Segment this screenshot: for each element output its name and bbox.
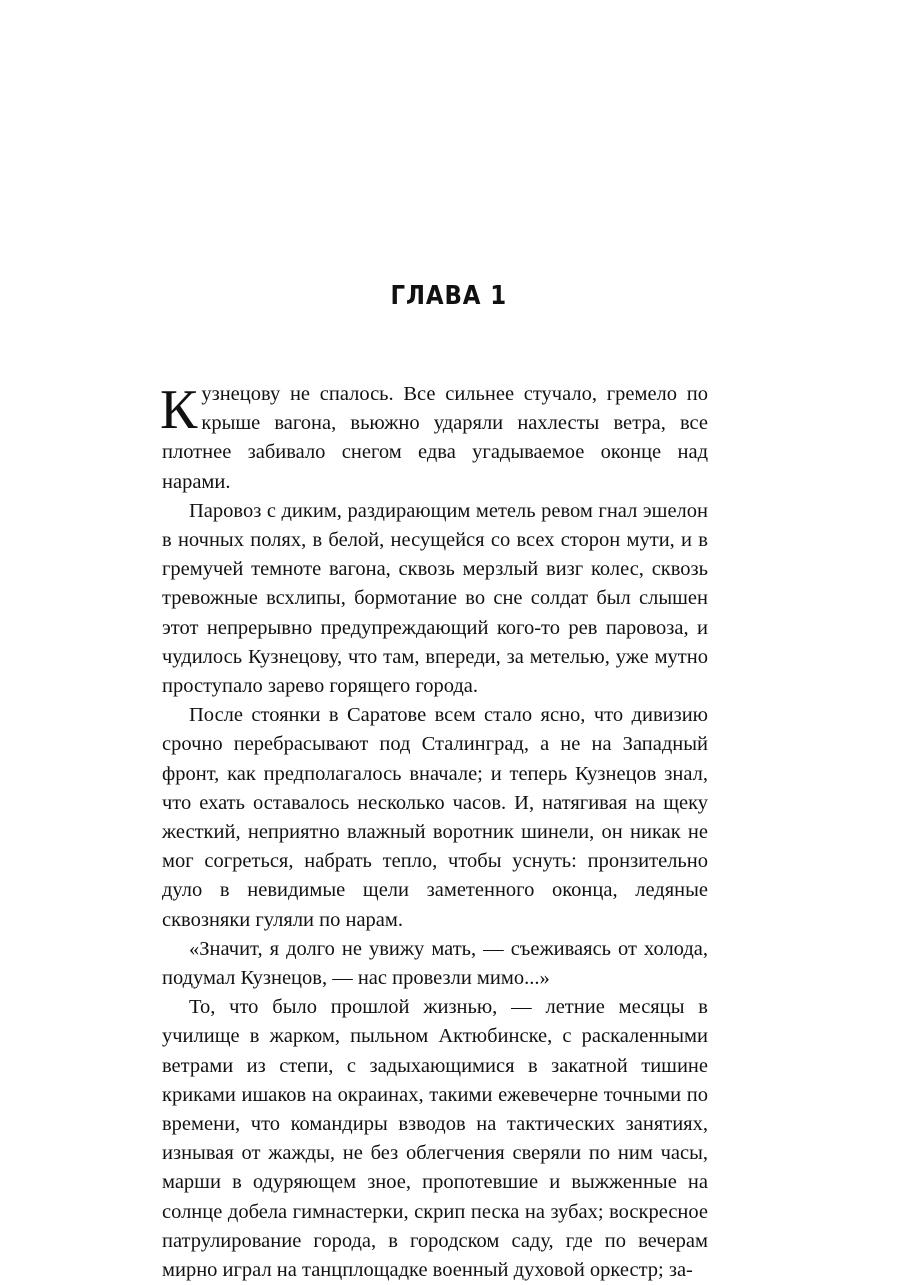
drop-cap: К: [160, 379, 198, 441]
paragraph-5: То, что было прошлой жизнью, — летние месяцы в училище в жарком, пыльном Актюбинске, с раскаленными ветрами из степи, с задыхающимися в закатной тишине криками ишаков на окраинах, такими ежевечерне точными по времени, что командиры взводов на тактических занятиях, изнывая от жажды, не без облегчения сверяли по ним часы, марши в одуряющем зное, пропотевшие и выжженные на солнце добела гимнастерки, скрип песка на зубах; воскресное патрулирование города, в городском саду, где по вечерам мирно играл на танцплощадке военный духовой оркестр; за-: [162, 996, 708, 1282]
chapter-title: ГЛАВА 1: [390, 281, 508, 311]
paragraph-2: Паровоз с диким, раздирающим метель ревом гнал эшелон в ночных полях, в белой, несущейся со всех сторон мути, и в гремучей темноте вагона, сквозь мерзлый визг колес, сквозь тревожные всхлипы, бормотание во сне солдат был слышен этот непрерывно предупреждающий кого-то рев паровоза, и чудилось Кузнецову, что там, впереди, за метелью, уже мутно проступало зарево горящего города.: [162, 499, 708, 698]
paragraph-1: [162, 380, 708, 497]
body-text: [162, 380, 708, 1285]
paragraph-4: «Значит, я долго не увижу мать, — съеживаясь от холода, подумал Кузнецов, — нас провезли мимо...»: [162, 937, 708, 990]
paragraph-1-text: узнецову не спалось. Все сильнее стучало, гремело по крыше вагона, вьюжно ударяли нахлесты ветра, все плотнее забивало снегом едва угадываемое оконце над нарами.: [162, 383, 708, 493]
paragraph-3: После стоянки в Саратове всем стало ясно, что дивизию срочно перебрасывают под Сталинград, а не на Западный фронт, как предполагалось вначале; и теперь Кузнецов знал, что ехать оставалось несколько часов. И, натягивая на щеку жесткий, неприятно влажный воротник шинели, он никак не мог согреться, набрать тепло, чтобы уснуть: пронзительно дуло в невидимые щели заметенного оконца, ледяные сквозняки гуляли по нарам.: [162, 704, 708, 931]
